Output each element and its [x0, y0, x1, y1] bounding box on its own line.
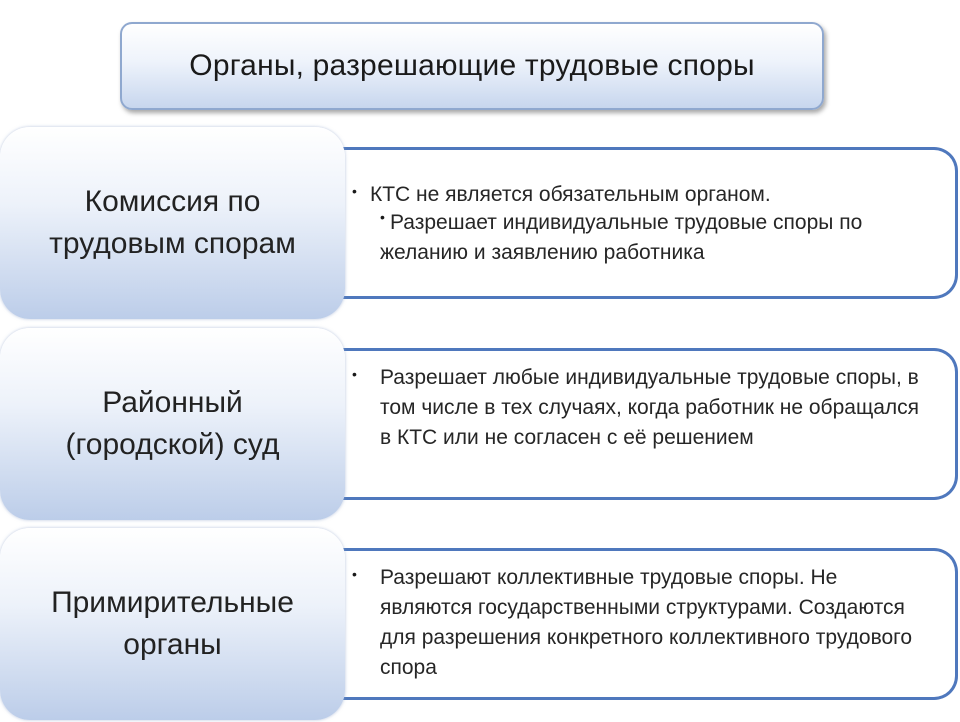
row-sud	[0, 328, 960, 522]
bullet-list-primiritelnye	[352, 563, 927, 683]
label-sud: Районный (городской) суд	[65, 386, 280, 461]
page-title: Органы, разрешающие трудовые споры	[189, 49, 755, 82]
bullet-icon: •	[352, 366, 357, 382]
bullet-text: КТС не является обязательным органом.	[370, 183, 771, 206]
label-box-primiritelnye	[0, 528, 345, 720]
bullet-list-komissiya	[352, 180, 912, 268]
label-box-komissiya	[0, 127, 345, 319]
bullet-icon: •	[352, 566, 357, 582]
list-item	[352, 363, 932, 453]
bullet-text: Разрешает индивидуальные трудовые споры по желанию и заявлению работника	[380, 211, 863, 264]
label-komissiya: Комиссия по трудовым спорам	[49, 185, 296, 260]
list-item	[352, 563, 927, 683]
bullet-text: Разрешает любые индивидуальные трудовые споры, в том числе в тех случаях, когда работник не обращался в КТС или не согласен с её решением	[380, 366, 920, 449]
row-primiritelnye	[0, 528, 960, 722]
title-box	[120, 22, 824, 110]
bullet-icon: •	[380, 209, 385, 225]
list-item	[352, 208, 912, 268]
bullet-list-sud	[352, 363, 932, 453]
row-komissiya	[0, 127, 960, 321]
list-item	[352, 180, 912, 210]
bullet-text: Разрешают коллективные трудовые споры. Не являются государственными структурами. Создаются для разрешения конкретного коллективного трудового спора	[380, 566, 913, 679]
label-box-sud	[0, 328, 345, 520]
bullet-icon: •	[352, 183, 357, 199]
label-primiritelnye: Примирительные органы	[51, 586, 294, 661]
